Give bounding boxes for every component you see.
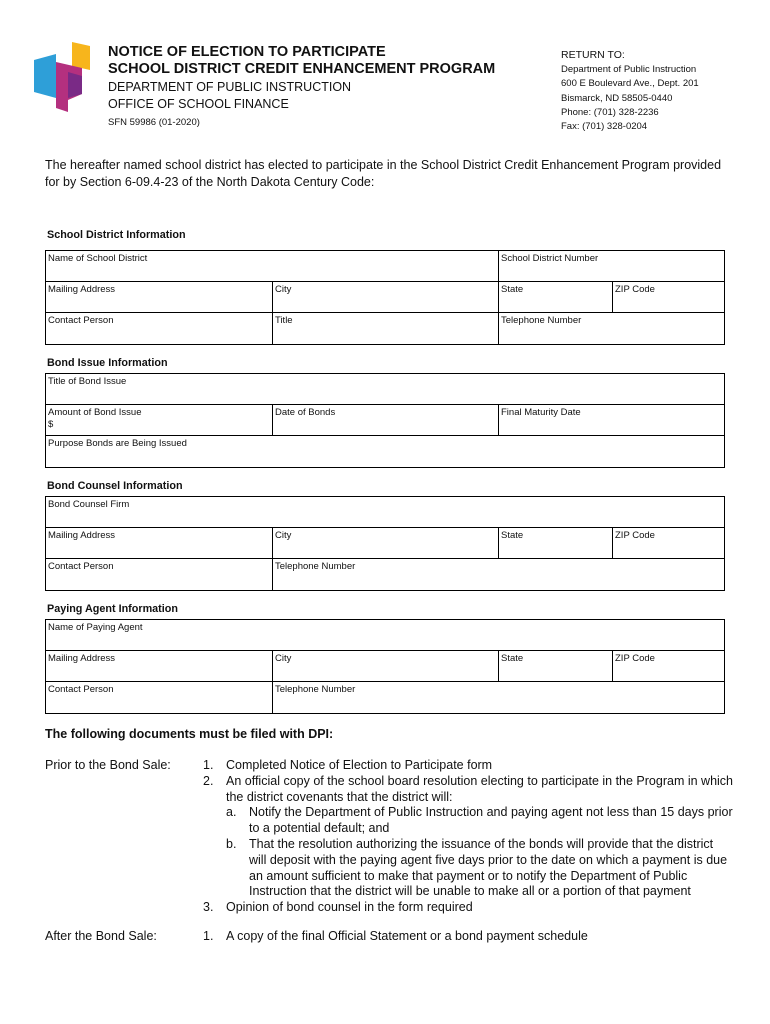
final-maturity-date-field[interactable]: Final Maturity Date (501, 407, 581, 418)
item-number: 1. (203, 929, 214, 943)
item-text: Completed Notice of Election to Participate form (226, 758, 493, 772)
counsel-telephone-field[interactable]: Telephone Number (275, 561, 356, 572)
return-line1: Department of Public Instruction (561, 64, 697, 76)
bond-issue-title-field[interactable]: Title of Bond Issue (48, 376, 127, 387)
bond-counsel-section-title: Bond Counsel Information (47, 480, 183, 492)
subitem-text: That the resolution authorizing the issuance of the bonds will provide that the district will deposit with the paying agent five days prior to the date on which a payment is due an amount sufficient to make that payment or to notify the Department of Public Instruction that the district will be unable to make all or a portion of that payment (249, 836, 728, 899)
paying-agent-section-title: Paying Agent Information (47, 603, 178, 615)
after-bond-sale-label: After the Bond Sale: (45, 929, 157, 943)
list-item (203, 758, 733, 774)
list-item (203, 929, 733, 945)
school-district-table (45, 250, 725, 345)
table-row (46, 251, 724, 282)
list-subitem (203, 805, 733, 837)
school-contact-title-field[interactable]: Title (273, 313, 499, 344)
list-item (203, 900, 733, 916)
school-mailing-address-field[interactable]: Mailing Address (46, 282, 273, 312)
school-state-field[interactable]: State (499, 282, 613, 312)
table-row (46, 682, 724, 713)
bond-counsel-firm-field[interactable]: Bond Counsel Firm (48, 499, 130, 510)
table-row (46, 620, 724, 651)
paying-agent-table (45, 619, 725, 714)
school-district-name-field[interactable]: Name of School District (46, 251, 499, 281)
return-fax: Fax: (701) 328-0204 (561, 121, 648, 133)
table-row (46, 497, 724, 528)
prior-documents-list (203, 758, 733, 916)
agent-contact-person-field[interactable]: Contact Person (46, 682, 273, 713)
bond-issue-section-title: Bond Issue Information (47, 357, 168, 369)
school-zip-field[interactable]: ZIP Code (615, 284, 655, 295)
table-row (46, 559, 724, 590)
return-phone: Phone: (701) 328-2236 (561, 106, 659, 118)
dpi-logo-icon (34, 42, 92, 112)
bond-amount-label: Amount of Bond Issue (48, 407, 142, 418)
agent-city-field[interactable]: City (273, 651, 499, 681)
school-district-section-title: School District Information (47, 229, 186, 241)
header-title-block (108, 44, 495, 128)
item-number: 2. (203, 773, 214, 788)
form-subtitle: SCHOOL DISTRICT CREDIT ENHANCEMENT PROGRAM (108, 61, 496, 77)
dollar-sign: $ (48, 419, 54, 430)
department-name: DEPARTMENT OF PUBLIC INSTRUCTION (108, 80, 352, 94)
return-line3: Bismarck, ND 58505-0440 (561, 92, 673, 104)
table-row (46, 282, 724, 313)
documents-heading: The following documents must be filed with DPI: (45, 727, 334, 741)
school-district-number-field[interactable]: School District Number (501, 253, 599, 264)
form-title: NOTICE OF ELECTION TO PARTICIPATE (108, 44, 386, 60)
school-contact-person-field[interactable]: Contact Person (46, 313, 273, 344)
item-number: 1. (203, 758, 214, 772)
bond-amount-field[interactable] (46, 405, 273, 435)
agent-mailing-address-field[interactable]: Mailing Address (46, 651, 273, 681)
office-name: OFFICE OF SCHOOL FINANCE (108, 96, 289, 111)
bond-purpose-field[interactable]: Purpose Bonds are Being Issued (48, 438, 187, 449)
after-documents-list (203, 929, 733, 945)
bond-counsel-table (45, 496, 725, 591)
table-row (46, 528, 724, 559)
table-row (46, 405, 724, 436)
table-row (46, 313, 724, 344)
school-city-field[interactable]: City (273, 282, 499, 312)
subitem-letter: a. (226, 805, 237, 820)
return-address (561, 48, 699, 134)
item-text: Opinion of bond counsel in the form required (226, 900, 473, 915)
bond-date-field[interactable]: Date of Bonds (273, 405, 499, 435)
counsel-contact-person-field[interactable]: Contact Person (46, 559, 273, 590)
table-row (46, 651, 724, 682)
item-number: 3. (203, 900, 214, 915)
counsel-zip-field[interactable]: ZIP Code (615, 530, 655, 541)
item-text: A copy of the final Official Statement or a bond payment schedule (226, 929, 588, 943)
return-line2: 600 E Boulevard Ave., Dept. 201 (561, 78, 699, 90)
list-item (203, 774, 733, 806)
form-number: SFN 59986 (01-2020) (108, 117, 200, 128)
paying-agent-name-field[interactable]: Name of Paying Agent (48, 622, 143, 633)
prior-bond-sale-label: Prior to the Bond Sale: (45, 758, 171, 772)
counsel-mailing-address-field[interactable]: Mailing Address (46, 528, 273, 558)
counsel-state-field[interactable]: State (499, 528, 613, 558)
subitem-letter: b. (226, 836, 237, 851)
item-text: An official copy of the school board resolution electing to participate in the Program in which the district covenants that the district will: (226, 773, 734, 804)
bond-issue-table (45, 373, 725, 468)
agent-zip-field[interactable]: ZIP Code (615, 653, 655, 664)
school-telephone-field[interactable]: Telephone Number (501, 315, 582, 326)
return-to-label: RETURN TO: (561, 49, 625, 61)
table-row (46, 436, 724, 467)
subitem-text: Notify the Department of Public Instruction and paying agent not less than 15 days prior to a potential default; and (249, 805, 733, 836)
counsel-city-field[interactable]: City (273, 528, 499, 558)
list-subitem (203, 837, 733, 900)
intro-paragraph: The hereafter named school district has elected to participate in the School District Credit Enhancement Program provided for by Section 6-09.4-23 of the North Dakota Century Code: (45, 158, 722, 189)
table-row (46, 374, 724, 405)
agent-telephone-field[interactable]: Telephone Number (275, 684, 356, 695)
agent-state-field[interactable]: State (499, 651, 613, 681)
